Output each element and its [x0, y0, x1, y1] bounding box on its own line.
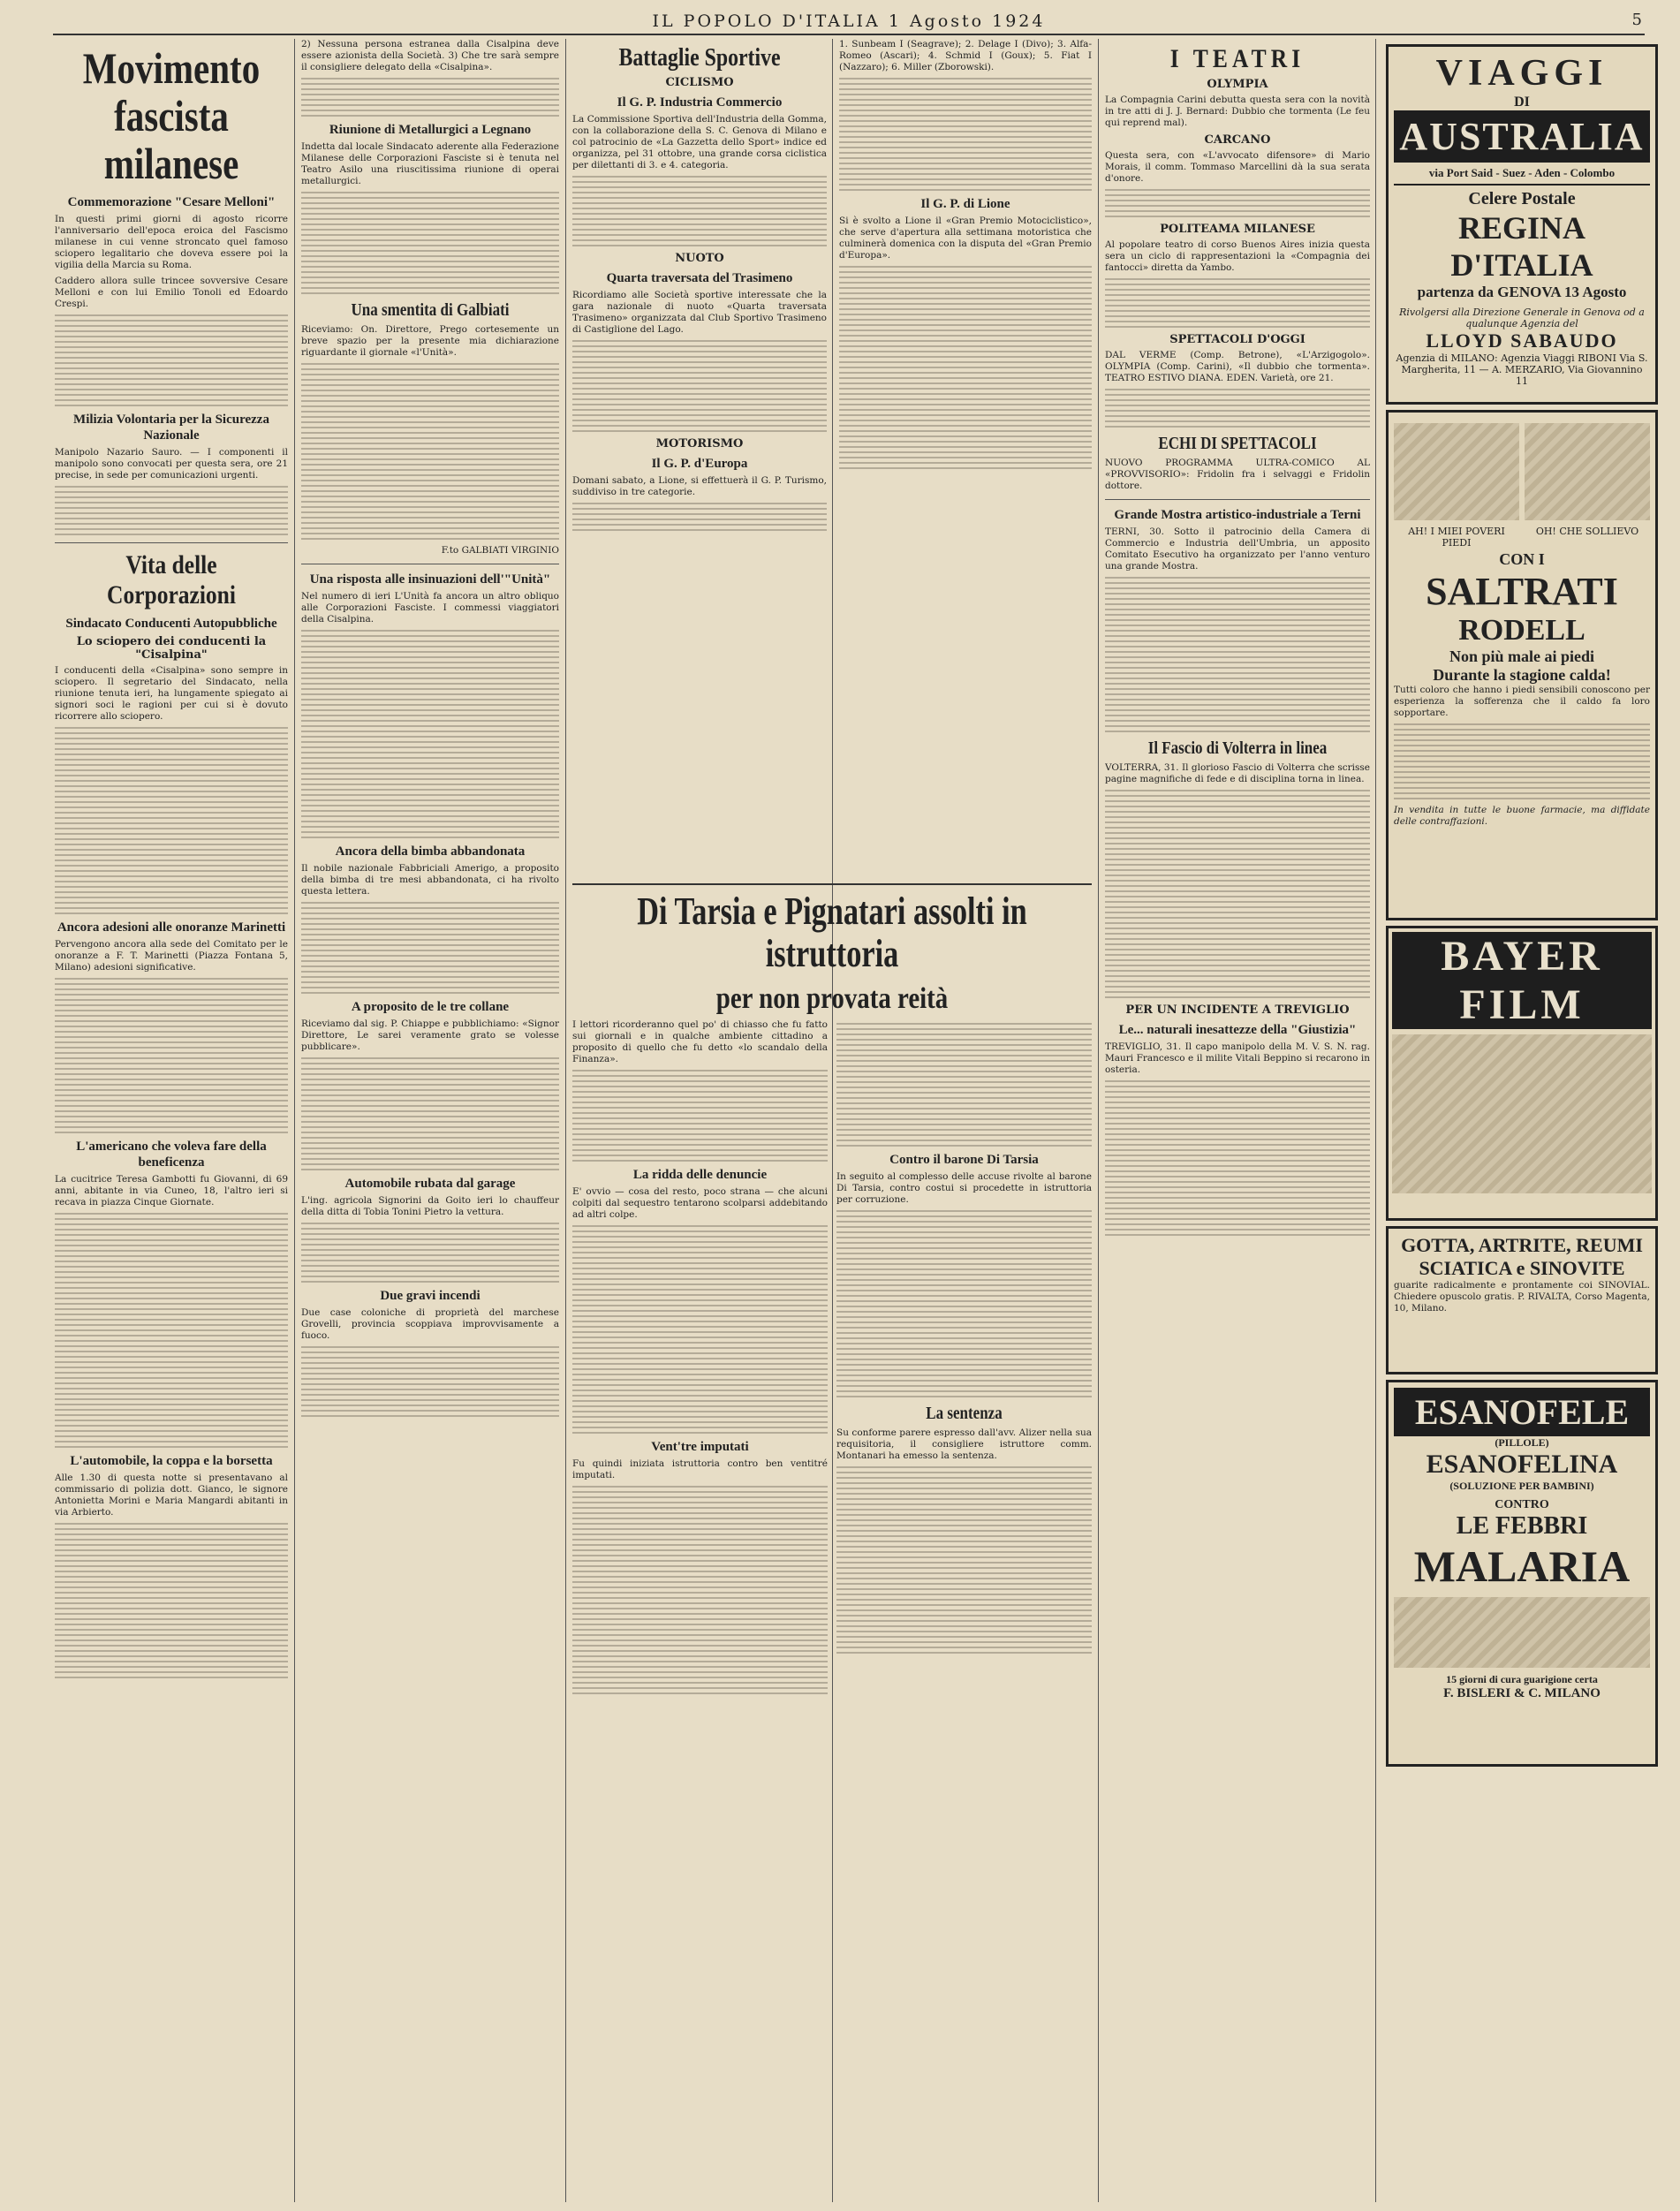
ad-text: Agenzia di MILANO: Agenzia Viaggi RIBONI Via S. Margherita, 11 — A. MERZARIO, Via Giovannino 11	[1396, 352, 1648, 387]
category-label: CICLISMO	[665, 76, 734, 89]
theatre-name: CARCANO	[1204, 133, 1271, 147]
headline: La ridda delle denuncie	[632, 1168, 768, 1182]
ad-brand: RODELL	[1458, 614, 1585, 647]
ad-heading: SALTRATI	[1426, 570, 1618, 613]
article-text: VOLTERRA, 31. Il glorioso Fascio di Volterra che scrisse pagine magnifiche di fede e di disciplina torna in linea.	[1105, 762, 1370, 784]
text-block	[836, 1466, 1092, 1654]
text-block	[301, 78, 559, 117]
text-block	[301, 363, 559, 540]
article-text: Il nobile nazionale Fabbriciali Amerigo, a proposito della bimba di tre mesi abbandonata, ci ha rivolto questa lettera.	[301, 863, 559, 897]
article-text: Su conforme parere espresso dall'avv. Alizer nella sua requisitoria, il consigliere istruttore comm. Montanari ha emesso la sentenza.	[836, 1427, 1092, 1461]
article-text: Nel numero di ieri L'Unità fa ancora un altro obliquo alle Corporazioni Fasciste. I commessi viaggiatori della Cisalpina.	[301, 591, 559, 625]
article-text: In seguito al complesso delle accuse rivolte al barone Di Tarsia, contro costui si procedette in istruttoria per corruzione.	[836, 1171, 1092, 1205]
column-2	[301, 39, 559, 2206]
feet-illustration	[1525, 423, 1650, 520]
article-text: 1. Sunbeam I (Seagrave); 2. Delage I (Divo); 3. Alfa-Romeo (Ascari); 4. Schmid I (Goux); 5. Fiat I (Nazzaro); 6. Miller (Zborowski).	[839, 39, 1092, 72]
article-text: Fu quindi iniziata istruttoria contro ben ventitré imputati.	[572, 1458, 828, 1480]
text-block	[839, 78, 1092, 191]
ad-heading: LE FEBBRI	[1456, 1512, 1588, 1540]
ad-destination: AUSTRALIA	[1394, 110, 1650, 163]
article-text: Riceviamo dal sig. P. Chiappe e pubblichiamo: «Signor Direttore, Le sarei veramente grato se volesse pubblicare».	[301, 1018, 559, 1052]
signature: F.to GALBIATI VIRGINIO	[441, 545, 559, 556]
text-block	[1105, 1080, 1370, 1236]
headline: Riunione di Metallurgici a Legnano	[329, 123, 532, 137]
ad-company: LLOYD SABAUDO	[1426, 329, 1618, 352]
ad-caption: OH! CHE SOLLIEVO	[1535, 526, 1639, 537]
ads-column	[1382, 39, 1661, 2206]
text-block	[1105, 389, 1370, 428]
text-block	[55, 1213, 288, 1448]
headline: Ancora della bimba abbandonata	[335, 844, 526, 859]
text-block	[301, 192, 559, 294]
article-text: 2) Nessuna persona estranea dalla Cisalpina deve essere azionista della Società. 3) Che tre sarà sempre il consigliere delegato della «Cisalpina».	[301, 39, 559, 72]
headline: Il G. P. Industria Commercio	[617, 95, 783, 110]
text-block	[572, 1486, 828, 1694]
text-block	[1105, 577, 1370, 732]
banner-subheadline: per non provata reità	[715, 982, 949, 1015]
headline: L'automobile, la coppa e la borsetta	[70, 1454, 273, 1468]
section-title: Battaglie Sportive	[618, 44, 781, 72]
headline: A proposito de le tre collane	[351, 1000, 510, 1014]
article-text: Indetta dal locale Sindacato aderente alla Federazione Milanese delle Corporazioni Fasciste si è tenuta nel Teatro Asilo una riuscitissima riunione di operai metallurgici.	[301, 141, 559, 186]
ad-text: guarite radicalmente e prontamente coi SINOVIAL. Chiedere opuscolo gratis. P. RIVALTA, Corso Magenta, 10, Milano.	[1394, 1280, 1650, 1314]
text-block	[1105, 790, 1370, 998]
mosquito-illustration	[1394, 1597, 1650, 1668]
ad-text: (SOLUZIONE PER BAMBINI)	[1449, 1480, 1594, 1492]
text-block	[572, 340, 827, 432]
masthead	[53, 9, 1645, 35]
column-rule	[294, 39, 295, 2202]
film-illustration	[1392, 1034, 1652, 1193]
article-text: I conducenti della «Cisalpina» sono sempre in sciopero. Il segretario del Sindacato, nella riunione tenuta ieri, ha lungamente spiegato ai signori soci le ragioni per cui si è dovuto ricorrere allo sciopero.	[55, 665, 288, 722]
headline: Sindacato Conducenti Autopubbliche	[65, 617, 277, 631]
banner-article	[572, 883, 1092, 2206]
ad-heading: VIAGGI	[1435, 53, 1608, 94]
text-block	[301, 902, 559, 994]
article-text: In questi primi giorni di agosto ricorre l'anniversario dell'epoca eroica del Fascismo milanese in cui venne stroncato quel famoso sciopero legalitario che doveva essere poi la vigilia della Marcia su Roma.	[55, 214, 288, 270]
ad-brand: BAYER	[1392, 932, 1652, 981]
banner-column-right	[836, 1019, 1092, 1700]
ad-text: (PILLOLE)	[1495, 1436, 1549, 1449]
headline: Il G. P. di Lione	[920, 197, 1010, 211]
headline: Quarta traversata del Trasimeno	[606, 271, 793, 285]
headline: L'americano che voleva fare della beneficenza	[76, 1140, 267, 1170]
ad-slogan: Durante la stagione calda!	[1433, 666, 1611, 684]
headline: Ancora adesioni alle onoranze Marinetti	[57, 920, 286, 935]
column-4	[839, 39, 1092, 868]
banner-headline: Di Tarsia e Pignatari assolti in istruttoria	[637, 890, 1027, 975]
category-label: NUOTO	[675, 252, 724, 265]
text-block	[572, 503, 827, 531]
text-block	[55, 727, 288, 914]
headline: La sentenza	[926, 1404, 1003, 1423]
text-block	[301, 1223, 559, 1283]
article-text: TERNI, 30. Sotto il patrocinio della Camera di Commercio e Industria dell'Umbria, un apposito Comitato Esecutivo ha organizzato per l'anno venturo una grande Mostra.	[1105, 526, 1370, 572]
text-block	[301, 1346, 559, 1417]
text-block	[301, 1057, 559, 1170]
ad-departure: partenza da GENOVA 13 Agosto	[1417, 284, 1627, 300]
text-block	[572, 1225, 828, 1434]
section-title: I TEATRI	[1169, 44, 1305, 73]
headline: Vent'tre imputati	[651, 1440, 749, 1454]
text-block	[1105, 278, 1370, 328]
article-text: La cucitrice Teresa Gambotti fu Giovanni, di 69 anni, abitante in via Cuneo, 18, l'altro ieri si recava in piazza Cinque Giornate.	[55, 1174, 288, 1208]
text-block	[55, 978, 288, 1133]
column-rule	[1375, 39, 1376, 2202]
headline: Il Fascio di Volterra in linea	[1147, 738, 1328, 758]
column-rule	[565, 39, 566, 2202]
text-block	[572, 1070, 828, 1162]
headline: Automobile rubata dal garage	[344, 1177, 516, 1191]
headline: Una smentita di Galbiati	[351, 300, 510, 320]
ad-company: F. BISLERI & C. MILANO	[1443, 1686, 1601, 1700]
ad-bayer-film	[1386, 926, 1658, 1221]
article-text: L'ing. agricola Signorini da Goito ieri lo chauffeur della ditta di Tobia Tonini Pietro la vettura.	[301, 1195, 559, 1217]
subheadline: Lo sciopero dei conducenti la "Cisalpina"	[76, 635, 267, 662]
page-number: 5	[1631, 11, 1645, 29]
ad-brand: ESANOFELINA	[1426, 1450, 1618, 1479]
ad-heading: GOTTA, ARTRITE, REUMI	[1401, 1234, 1643, 1256]
text-block	[839, 266, 1092, 469]
text-block	[55, 486, 288, 535]
ad-footer: In vendita in tutte le buone farmacie, ma diffidate delle contraffazioni.	[1394, 805, 1650, 827]
ad-saltrati-rodell	[1386, 410, 1658, 920]
article-text: Pervengono ancora alla sede del Comitato per le onoranze a F. T. Marinetti (Piazza Fontana 5, Milano) adesioni significative.	[55, 939, 288, 973]
headline: Contro il barone Di Tarsia	[889, 1153, 1039, 1167]
ad-brand: ESANOFELE	[1394, 1388, 1650, 1436]
ad-text: CON I	[1499, 550, 1545, 568]
headline: Il G. P. d'Europa	[651, 457, 748, 471]
text-block	[301, 630, 559, 838]
ad-caption: AH! I MIEI POVERI PIEDI	[1408, 526, 1505, 549]
ad-slogan: Non più male ai piedi	[1449, 647, 1595, 665]
column-rule	[1098, 39, 1099, 2202]
ad-text: Tutti coloro che hanno i piedi sensibili conoscono per esperienza la sofferenza che il caldo fa loro sopportare.	[1394, 685, 1650, 718]
article-text: Caddero allora sulle trincee sovversive Cesare Melloni e con lui Emilio Tonoli ed Edoardo Crespi.	[55, 276, 288, 309]
article-text: Riceviamo: On. Direttore, Prego cortesemente un breve spazio per la presente mia dichiarazione riguardante il giornale «l'Unità».	[301, 324, 559, 358]
article-text: Due case coloniche di proprietà del marchese Grovelli, provincia scoppiava improvvisamente a fuoco.	[301, 1307, 559, 1341]
category-label: MOTORISMO	[655, 437, 744, 451]
article-text: Alle 1.30 di questa notte si presentavano al commissario di polizia dott. Gianco, le signore Antonietta Morini e Maria Mangardi abitanti in via Arbierto.	[55, 1473, 288, 1518]
headline: ECHI DI SPETTACOLI	[1158, 434, 1317, 453]
article-text: E' ovvio — cosa del resto, poco strana — che alcuni colpiti dal sequestro tentarono scolparsi addebitando ad altri colpe.	[572, 1186, 828, 1220]
ad-text: Rivolgersi alla Direzione Generale in Genova od a qualunque Agenzia del	[1399, 307, 1645, 329]
text-block	[1105, 189, 1370, 217]
ad-ship-name: REGINA D'ITALIA	[1450, 210, 1593, 283]
banner-column-left	[572, 1019, 828, 1700]
ad-heading: FILM	[1392, 981, 1652, 1029]
article-text: I lettori ricorderanno quel po' di chiasso che fu fatto sui giornali e in qualche ambiente cittadino a proposito di quello che fu detto «lo scandalo della Finanza».	[572, 1019, 828, 1064]
text-block	[836, 1023, 1092, 1147]
text-block	[55, 314, 288, 406]
article-text: Domani sabato, a Lione, si effettuerà il G. P. Turismo, suddiviso in tre categorie.	[572, 475, 827, 497]
section-title: Movimento fascista milanese	[82, 43, 261, 188]
article-text: Ricordiamo alle Società sportive interessate che la gara nazionale di nuoto «Quarta traversata Trasimeno» organizzata dal Club Sportivo Trasimeno di Castiglione del Lago.	[572, 290, 827, 335]
article-text: La Commissione Sportiva dell'Industria della Gomma, con la collaborazione della S. C. Genova di Milano e col patrocinio de «La Gazzetta dello Sport» indice ed organizza, pel 31 ottobre, una grande corsa ciclistica per dilettanti di 3. e 4. categoria.	[572, 114, 827, 170]
headline: Milizia Volontaria per la Sicurezza Nazionale	[73, 413, 269, 443]
headline: Le... naturali inesattezze della "Giustizia"	[1118, 1023, 1357, 1037]
column-1	[55, 39, 288, 2206]
article-text: TREVIGLIO, 31. Il capo manipolo della M. V. S. N. rag. Mauri Francesco e il milite Vitali Beppino si recarono in osteria.	[1105, 1041, 1370, 1075]
article-text: Manipolo Nazario Sauro. — I componenti il manipolo sono convocati per questa sera, ore 21 precise, in sede per comunicazioni urgenti.	[55, 447, 288, 481]
headline: Vita delle Corporazioni	[107, 550, 236, 610]
ad-lloyd-sabaudo	[1386, 44, 1658, 405]
article-text: NUOVO PROGRAMMA ULTRA-COMICO AL «PROVVISORIO»: Fridolin fra i selvaggi e Fridolin dottore.	[1105, 458, 1370, 491]
column-3	[572, 39, 827, 868]
article-text: DAL VERME (Comp. Betrone), «L'Arzigogolo». OLYMPIA (Comp. Carini), «Il dubbio che tormenta». TEATRO ESTIVO DIANA. EDEN. Varietà, ore 21.	[1105, 350, 1370, 383]
ad-esanofele	[1386, 1380, 1658, 1767]
text-block	[572, 176, 827, 246]
article-text: Questa sera, con «L'avvocato difensore» di Mario Morais, il comm. Tommaso Marcellini dà la sua serata d'onore.	[1105, 150, 1370, 184]
theatre-name: OLYMPIA	[1207, 78, 1268, 91]
headline: Commemorazione "Cesare Melloni"	[67, 195, 276, 209]
ad-text: CONTRO	[1495, 1498, 1549, 1511]
headline: Due gravi incendi	[380, 1289, 481, 1303]
text-block	[836, 1210, 1092, 1397]
ad-text: Celere Postale	[1468, 189, 1576, 208]
ad-heading: MALARIA	[1413, 1541, 1631, 1591]
headline: Una risposta alle insinuazioni dell'"Unità"	[309, 572, 551, 587]
text-block	[1394, 723, 1650, 799]
masthead-title: IL POPOLO D'ITALIA 1 Agosto 1924	[652, 11, 1046, 31]
ad-text: DI	[1514, 95, 1530, 110]
ad-sinovial	[1386, 1226, 1658, 1374]
feet-illustration	[1394, 423, 1519, 520]
article-text: Al popolare teatro di corso Buenos Aires inizia questa sera un ciclo di rappresentazioni la «Compagnia dei fantocci» diretta da Yambo.	[1105, 239, 1370, 273]
ad-heading: SCIATICA e SINOVITE	[1419, 1257, 1625, 1279]
article-text: La Compagnia Carini debutta questa sera con la novità in tre atti di J. J. Bernard: Dubbio che tormenta (Le feu qui reprend mal).	[1105, 95, 1370, 128]
article-text: Si è svolto a Lione il «Gran Premio Motociclistico», che serve d'apertura alla settimana motoristica che culminerà domenica con la disputa del «Gran Premio d'Europa».	[839, 216, 1092, 261]
ad-route: via Port Said - Suez - Aden - Colombo	[1428, 166, 1616, 179]
theatre-name: POLITEAMA MILANESE	[1160, 223, 1315, 236]
text-block	[55, 1523, 288, 1678]
ad-text: 15 giorni di cura guarigione certa	[1446, 1673, 1598, 1685]
kicker: PER UN INCIDENTE A TREVIGLIO	[1125, 1003, 1350, 1017]
listing-heading: SPETTACOLI D'OGGI	[1169, 333, 1305, 346]
column-5	[1105, 39, 1370, 2206]
headline: Grande Mostra artistico-industriale a Terni	[1114, 508, 1361, 522]
